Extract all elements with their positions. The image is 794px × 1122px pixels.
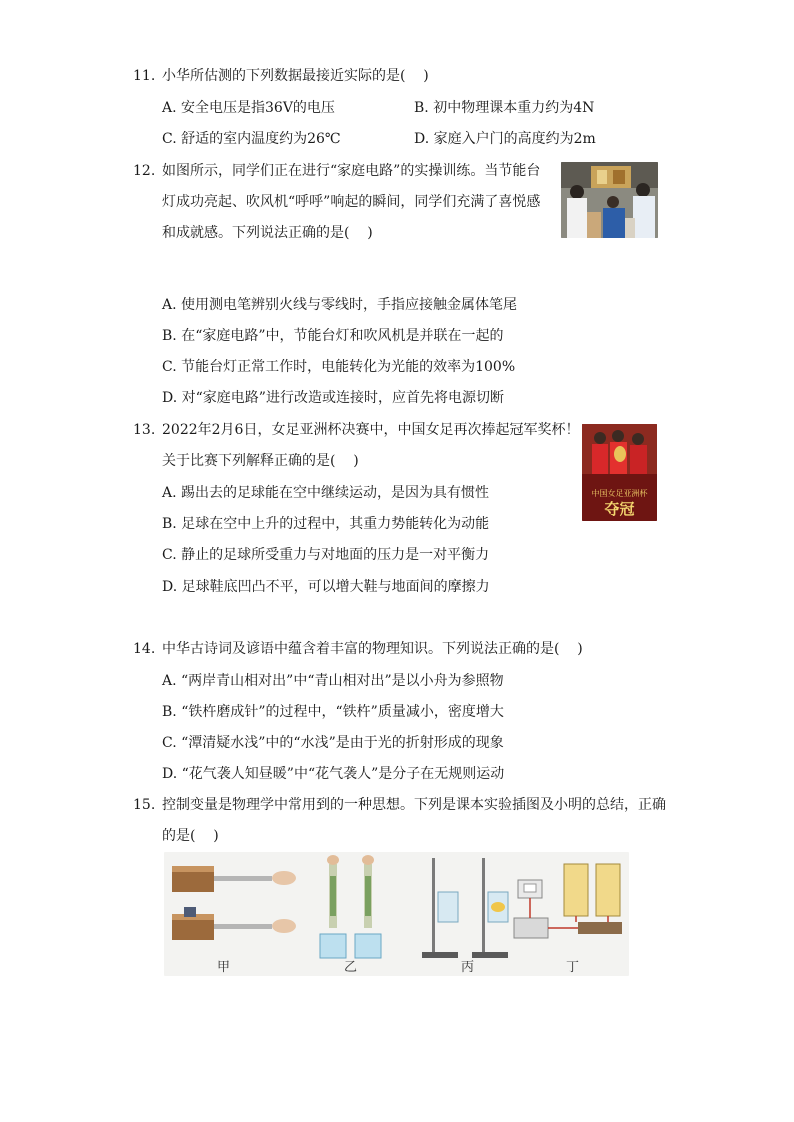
q15-stem-line2: 的是( ): [162, 828, 219, 844]
q12-option-d: D. 对“家庭电路”进行改造或连接时，应首先将电源切断: [162, 390, 504, 406]
q12-classroom-photo: [561, 162, 658, 238]
caption-ding: 丁: [566, 960, 580, 975]
q13-option-a: A. 踢出去的足球能在空中继续运动，是因为具有惯性: [162, 485, 490, 501]
caption-jia: 甲: [217, 960, 231, 975]
q15-experiment-figures: [164, 852, 629, 976]
q12-option-c: C. 节能台灯正常工作时，电能转化为光能的效率为100%: [162, 359, 516, 375]
q12-stem-line3: 和成就感。下列说法正确的是( ): [162, 225, 373, 241]
q13-option-d: D. 足球鞋底凹凸不平，可以增大鞋与地面间的摩擦力: [162, 579, 490, 595]
q14-number: 14.: [133, 641, 156, 657]
q12-stem-line2: 灯成功亮起、吹风机“呼呼”响起的瞬间，同学们充满了喜悦感: [162, 194, 541, 210]
q11-number: 11.: [133, 68, 156, 84]
q13-option-c: C. 静止的足球所受重力与对地面的压力是一对平衡力: [162, 547, 490, 563]
q11-option-b: B. 初中物理课本重力约为4N: [414, 100, 595, 116]
poster-line1: 中国女足亚洲杯: [591, 489, 648, 498]
q11-option-c: C. 舒适的室内温度约为26℃: [162, 131, 341, 147]
q13-option-b: B. 足球在空中上升的过程中，其重力势能转化为动能: [162, 516, 490, 532]
q15-number: 15.: [133, 797, 156, 813]
q11-option-a: A. 安全电压是指36V的电压: [162, 100, 335, 116]
q12-option-a: A. 使用测电笔辨别火线与零线时，手指应接触金属体笔尾: [162, 297, 518, 313]
q11-option-d: D. 家庭入户门的高度约为2m: [414, 131, 596, 147]
q14-option-c: C. “潭清疑水浅”中的“水浅”是由于光的折射形成的现象: [162, 735, 504, 751]
q13-stem-line2: 关于比赛下列解释正确的是( ): [162, 453, 359, 469]
q15-stem-line1: 控制变量是物理学中常用到的一种思想。下列是课本实验插图及小明的总结，正确: [162, 797, 666, 813]
q12-number: 12.: [133, 163, 156, 179]
q12-stem-line1: 如图所示，同学们正在进行“家庭电路”的实操训练。当节能台: [162, 163, 541, 179]
q12-option-b: B. 在“家庭电路”中，节能台灯和吹风机是并联在一起的: [162, 328, 504, 344]
poster-line2: 夺冠: [604, 500, 635, 518]
q14-option-b: B. “铁杵磨成针”的过程中，“铁杵”质量减小，密度增大: [162, 704, 504, 720]
q13-stem-line1: 2022年2月6日，女足亚洲杯决赛中，中国女足再次捧起冠军奖杯！: [162, 422, 580, 438]
caption-bing: 丙: [461, 960, 475, 975]
q14-stem: 中华古诗词及谚语中蕴含着丰富的物理知识。下列说法正确的是( ): [162, 641, 583, 657]
caption-yi: 乙: [344, 960, 358, 975]
q13-trophy-poster: [582, 424, 657, 521]
classroom-illustration: [561, 162, 658, 238]
q14-option-a: A. “两岸青山相对出”中“青山相对出”是以小舟为参照物: [162, 673, 504, 689]
q13-number: 13.: [133, 422, 156, 438]
q11-stem: 小华所估测的下列数据最接近实际的是( ): [162, 68, 429, 84]
experiment-illustrations: [164, 852, 629, 976]
q14-option-d: D. “花气袭人知昼暖”中“花气袭人”是分子在无规则运动: [162, 766, 505, 782]
